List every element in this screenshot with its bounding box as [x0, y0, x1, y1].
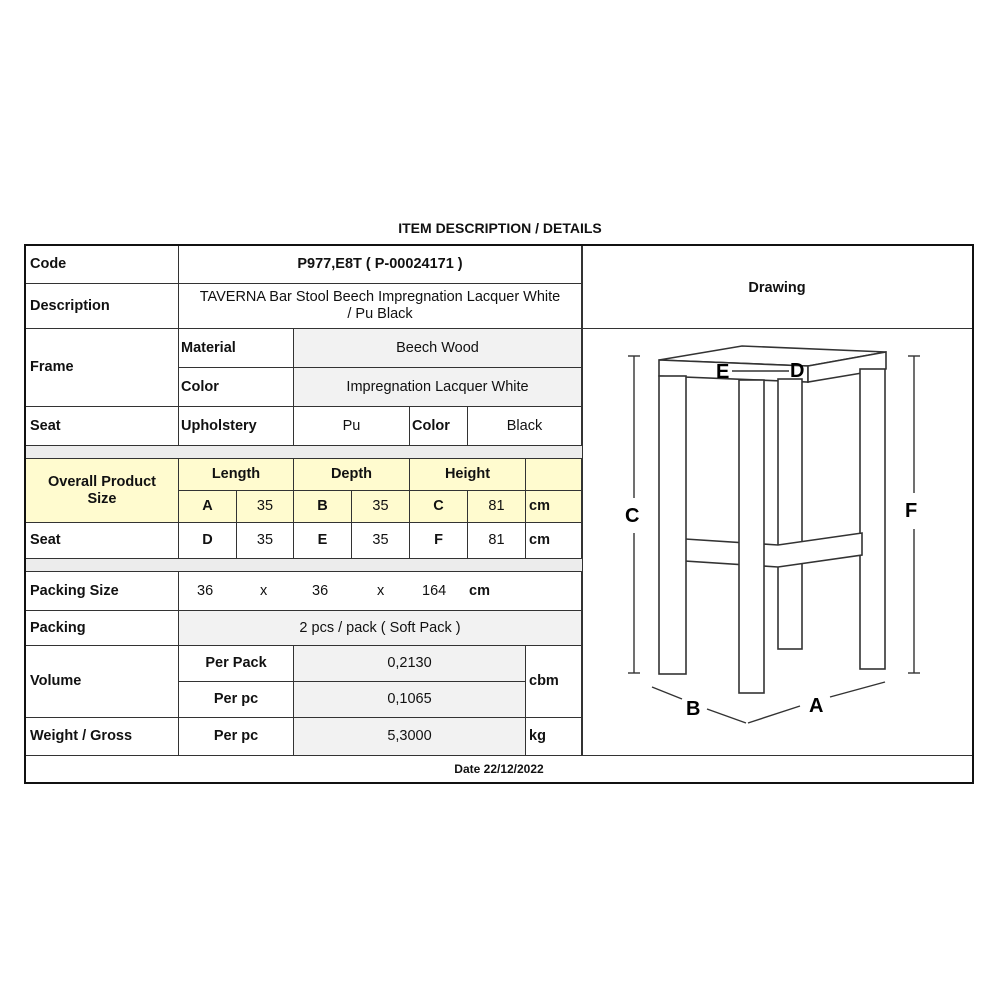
frame-color-value: Impregnation Lacquer White — [294, 368, 582, 407]
seat-upholstery-value: Pu — [294, 407, 410, 446]
leg-front-left — [659, 376, 686, 674]
seat-size-label: Seat — [26, 523, 179, 559]
length-header: Length — [179, 459, 294, 491]
volume-unit: cbm — [526, 646, 582, 718]
weight-per-pc-label: Per pc — [179, 718, 294, 756]
packing-depth: 36 — [312, 582, 329, 599]
seat-color-value: Black — [468, 407, 582, 446]
dim-a-value: 35 — [237, 491, 294, 523]
volume-per-pc-value: 0,1065 — [294, 682, 526, 718]
frame-material-label: Material — [179, 329, 294, 368]
dim-a-label: A — [179, 491, 237, 523]
dim-c-value: 81 — [468, 491, 526, 523]
dim-e-marker: E — [716, 361, 730, 383]
dim-e-value: 35 — [352, 523, 410, 559]
dim-b-marker: B — [686, 698, 701, 720]
dim-f-value: 81 — [468, 523, 526, 559]
description-label: Description — [26, 284, 179, 329]
volume-per-pack-value: 0,2130 — [294, 646, 526, 682]
dim-f-marker: F — [905, 500, 918, 522]
dim-f-label: F — [410, 523, 468, 559]
leg-back-left — [778, 379, 802, 649]
drawing-area — [582, 329, 972, 756]
packing-height: 164 — [422, 582, 447, 599]
packing-x2: x — [377, 582, 385, 599]
dim-c-label: C — [410, 491, 468, 523]
leg-front-right — [739, 380, 764, 693]
separator — [26, 446, 582, 459]
stretcher — [685, 533, 862, 567]
dim-d-marker: D — [790, 360, 805, 382]
packing-value: 2 pcs / pack ( Soft Pack ) — [179, 611, 582, 646]
overall-unit: cm — [526, 491, 582, 523]
separator — [26, 559, 582, 572]
document-title: ITEM DESCRIPTION / DETAILS — [398, 220, 602, 236]
volume-per-pc-label: Per pc — [179, 682, 294, 718]
seat-upholstery-label: Upholstery — [179, 407, 294, 446]
date-footer: Date 22/12/2022 — [454, 762, 544, 776]
dim-e-label: E — [294, 523, 352, 559]
weight-unit: kg — [526, 718, 582, 756]
weight-value: 5,3000 — [294, 718, 526, 756]
bar-stool-drawing — [582, 329, 972, 756]
volume-per-pack-label: Per Pack — [179, 646, 294, 682]
depth-header: Depth — [294, 459, 410, 491]
code-value: P977,E8T ( P-00024171 ) — [179, 246, 582, 284]
column-divider — [582, 246, 583, 756]
volume-label: Volume — [26, 646, 179, 718]
packing-size-label: Packing Size — [26, 572, 179, 611]
seat-unit: cm — [526, 523, 582, 559]
weight-label: Weight / Gross — [26, 718, 179, 756]
dim-d-value: 35 — [237, 523, 294, 559]
packing-label: Packing — [26, 611, 179, 646]
dim-c-marker: C — [625, 505, 640, 527]
seat-color-label: Color — [410, 407, 468, 446]
code-label: Code — [26, 246, 179, 284]
dim-b-value: 35 — [352, 491, 410, 523]
packing-unit: cm — [469, 582, 490, 599]
packing-x1: x — [260, 582, 268, 599]
frame-color-label: Color — [179, 368, 294, 407]
seat-label: Seat — [26, 407, 179, 446]
leg-back-right — [860, 369, 885, 669]
dim-d-label: D — [179, 523, 237, 559]
dim-b-label: B — [294, 491, 352, 523]
packing-width: 36 — [197, 582, 214, 599]
unit-header — [526, 459, 582, 491]
frame-label: Frame — [26, 329, 179, 407]
overall-size-label: Overall Product Size — [26, 459, 179, 523]
spec-sheet — [24, 244, 974, 784]
drawing-header: Drawing — [582, 246, 972, 329]
description-value: TAVERNA Bar Stool Beech Impregnation Lacquer White / Pu Black — [179, 284, 582, 329]
dim-a-marker: A — [809, 695, 824, 717]
frame-material-value: Beech Wood — [294, 329, 582, 368]
height-header: Height — [410, 459, 526, 491]
packing-size-value — [179, 572, 582, 611]
